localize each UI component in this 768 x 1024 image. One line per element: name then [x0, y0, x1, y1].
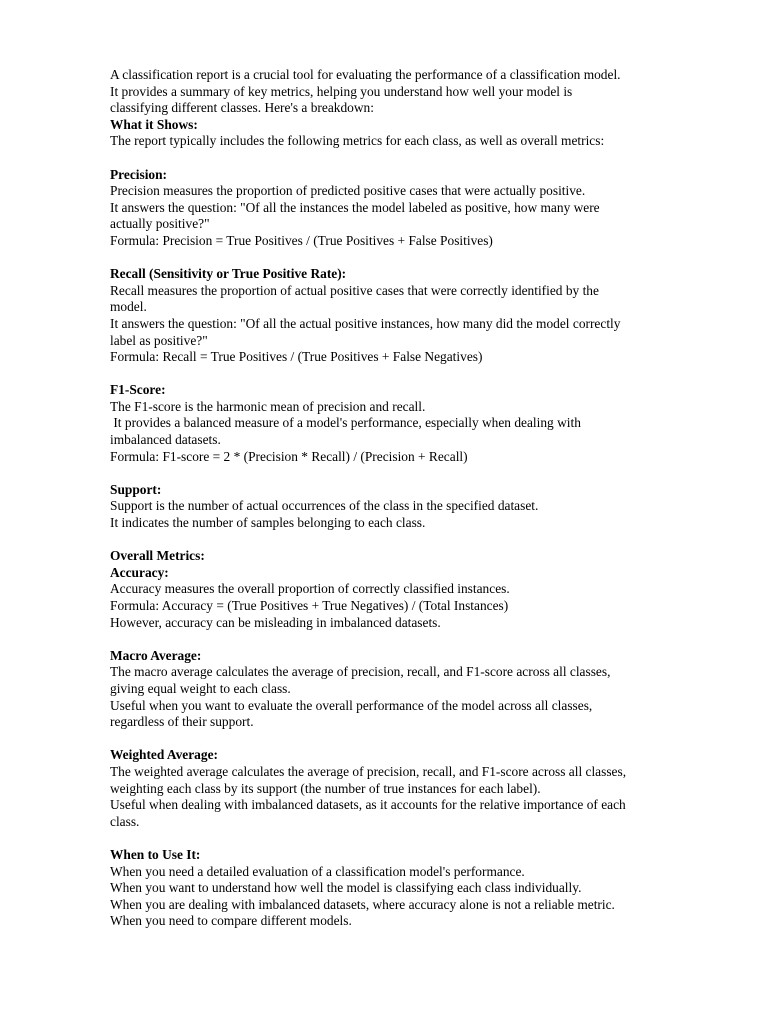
- body-line: When you need to compare different models.: [110, 913, 352, 929]
- document-page: [110, 67, 715, 930]
- paragraph-gap: [110, 150, 715, 167]
- body-line: Support is the number of actual occurrences of the class in the specified dataset.: [110, 498, 539, 514]
- section-heading-support: Support:: [110, 481, 162, 497]
- paragraph-gap: [110, 366, 715, 383]
- intro-line: classifying different classes. Here's a breakdown:: [110, 100, 374, 116]
- section-heading-overall-metrics: Overall Metrics:: [110, 548, 205, 564]
- body-line: When you want to understand how well the model is classifying each class individually.: [110, 880, 582, 896]
- body-line: It answers the question: "Of all the actual positive instances, how many did the model correctly: [110, 315, 621, 331]
- paragraph-gap: [110, 830, 715, 847]
- body-line: model.: [110, 299, 147, 315]
- body-line: It indicates the number of samples belonging to each class.: [110, 515, 426, 531]
- body-line: class.: [110, 813, 140, 829]
- body-line: imbalanced datasets.: [110, 432, 221, 448]
- formula-line: Formula: Accuracy = (True Positives + True Negatives) / (Total Instances): [110, 598, 509, 613]
- section-heading-macro-average: Macro Average:: [110, 647, 202, 663]
- body-line: However, accuracy can be misleading in imbalanced datasets.: [110, 614, 441, 630]
- body-line: The weighted average calculates the average of precision, recall, and F1-score across all classes,: [110, 763, 627, 779]
- body-line: The macro average calculates the average of precision, recall, and F1-score across all classes,: [110, 664, 611, 680]
- body-line: Recall measures the proportion of actual positive cases that were correctly identified by the: [110, 282, 599, 298]
- section-heading-weighted-average: Weighted Average:: [110, 747, 218, 763]
- paragraph-gap: [110, 532, 715, 549]
- body-line: When you are dealing with imbalanced datasets, where accuracy alone is not a reliable metric.: [110, 896, 615, 912]
- body-line: Useful when dealing with imbalanced datasets, as it accounts for the relative importance of each: [110, 797, 626, 813]
- paragraph-gap: [110, 250, 715, 267]
- formula-line: Formula: Precision = True Positives / (True Positives + False Positives): [110, 232, 493, 248]
- paragraph-gap: [110, 631, 715, 648]
- body-line: The report typically includes the following metrics for each class, as well as overall metrics:: [110, 133, 605, 149]
- body-line: Useful when you want to evaluate the overall performance of the model across all classes,: [110, 697, 593, 713]
- body-line: actually positive?": [110, 216, 210, 232]
- section-heading-when-to-use: When to Use It:: [110, 846, 201, 862]
- body-line: Precision measures the proportion of predicted positive cases that were actually positive.: [110, 183, 586, 199]
- intro-line: A classification report is a crucial tool for evaluating the performance of a classification model.: [110, 67, 621, 82]
- paragraph-gap: [110, 731, 715, 748]
- subheading-accuracy: Accuracy:: [110, 564, 169, 580]
- intro-line: It provides a summary of key metrics, helping you understand how well your model is: [110, 83, 573, 99]
- formula-line: Formula: F1-score = 2 * (Precision * Recall) / (Precision + Recall): [110, 448, 468, 464]
- section-heading-f1-score: F1-Score:: [110, 382, 166, 398]
- body-line: The F1-score is the harmonic mean of precision and recall.: [110, 398, 426, 414]
- section-heading-recall: Recall (Sensitivity or True Positive Rate):: [110, 266, 347, 282]
- body-line: It provides a balanced measure of a model's performance, especially when dealing with: [110, 415, 581, 431]
- body-line: regardless of their support.: [110, 714, 254, 730]
- paragraph-gap: [110, 465, 715, 482]
- body-line: giving equal weight to each class.: [110, 680, 291, 696]
- body-line: When you need a detailed evaluation of a classification model's performance.: [110, 863, 525, 879]
- body-line: It answers the question: "Of all the instances the model labeled as positive, how many were: [110, 199, 600, 215]
- section-heading-precision: Precision:: [110, 166, 168, 182]
- formula-line: Formula: Recall = True Positives / (True Positives + False Negatives): [110, 349, 483, 365]
- body-line: label as positive?": [110, 332, 208, 348]
- body-line: weighting each class by its support (the number of true instances for each label).: [110, 780, 541, 796]
- section-heading-what-it-shows: What it Shows:: [110, 116, 198, 132]
- body-line: Accuracy measures the overall proportion of correctly classified instances.: [110, 581, 510, 597]
